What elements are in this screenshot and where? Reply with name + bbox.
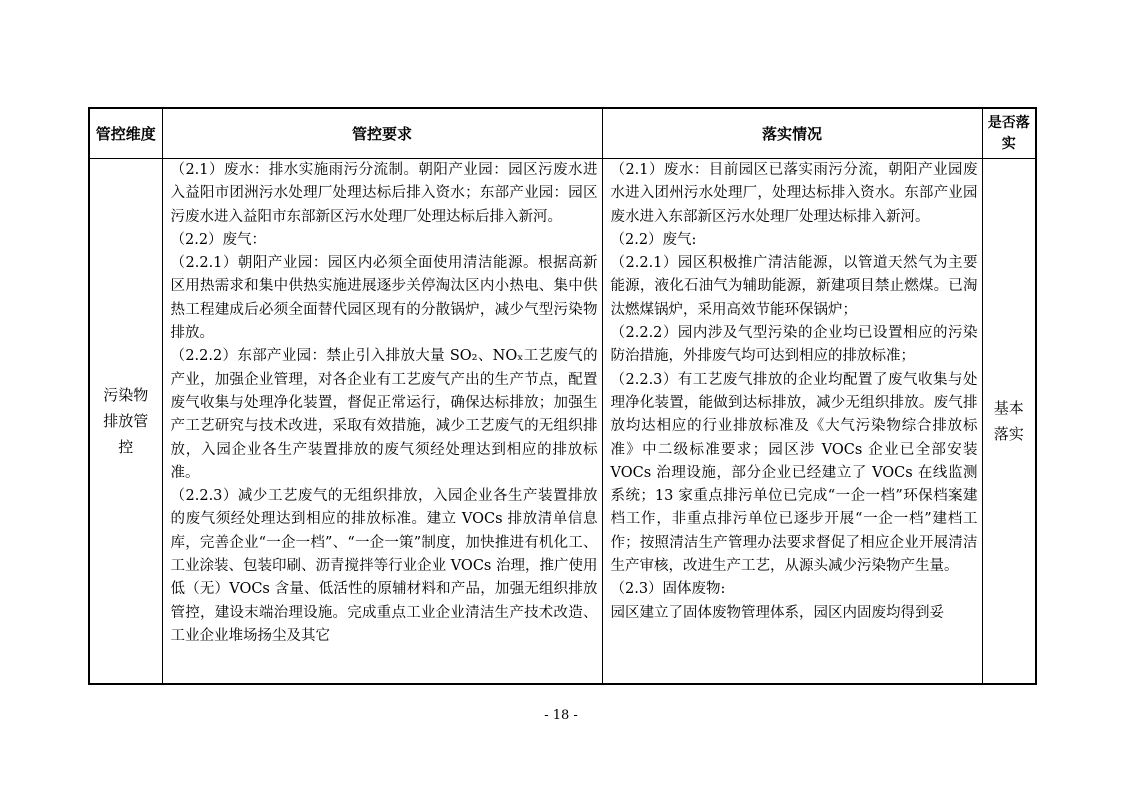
implementation-paragraph: （2.2）废气:	[610, 231, 697, 248]
requirement-paragraph: （2.2.2）东部产业园：禁止引入排放大量 SO₂、NOₓ工艺废气的产业，加强企业管理，对各企业有工艺废气产出的生产节点，配置废气收集与处理净化装置，督促正常运行，确保达标排放；加强生产工艺研究与技术改进，采取有效措施，减少工艺废气的无组织排放，入园企业各生产装置排放的废气须经处理达到相应的排放标准。	[170, 348, 598, 481]
requirement-paragraph: （2.2.3）减少工艺废气的无组织排放，入园企业各生产装置排放的废气须经处理达到相应的排放标准。建立 VOCs 排放清单信息库，完善企业“一企一档”、“一企一策”制度，加快推进有机化工、工业涂装、包装印刷、沥青搅拌等行业企业 VOCs 治理，推广使用低（无）VOCs 含量、低活性的原辅材料和产品，加强无组织排放管控，建设末端治理设施。完成重点工业企业清洁生产技术改造、工业企业堆场扬尘及其它	[170, 488, 598, 644]
implementation-paragraph: 园区建立了固体废物管理体系，园区内固废均得到妥	[610, 604, 944, 621]
requirement-paragraph: （2.2）废气：	[170, 231, 267, 248]
header-row	[89, 108, 1036, 159]
requirement-cell	[162, 159, 602, 685]
header-status: 是否落实	[982, 108, 1036, 159]
implementation-cell	[602, 159, 982, 685]
control-table	[88, 107, 1037, 685]
requirement-paragraph: （2.2.1）朝阳产业园：园区内必须全面使用清洁能源。根据高新区用热需求和集中供热实施进展逐步关停淘汰区内小热电、集中供热工程建成后必须全面替代园区现有的分散锅炉，减少气型污染物排放。	[170, 255, 598, 342]
header-requirement: 管控要求	[162, 108, 602, 159]
header-dimension: 管控维度	[89, 108, 162, 159]
implementation-text	[603, 159, 982, 683]
implementation-paragraph: （2.3）固体废物:	[610, 581, 726, 598]
requirement-paragraph: （2.1）废水：排水实施雨污分流制。朝阳产业园：园区污废水进入益阳市团洲污水处理厂处理达标后排入资水；东部产业园：园区污废水进入益阳市东部新区污水处理厂处理达标后排入新河。	[170, 162, 598, 225]
implementation-paragraph: （2.2.3）有工艺废气排放的企业均配置了废气收集与处理净化装置，能做到达标排放，减少无组织排放。废气排放均达相应的行业排放标准及《大气污染物综合排放标准》中二级标准要求；园区涉 VOCs 企业已全部安装 VOCs 治理设施，部分企业已经建立了 VOCs 在线监测系统；13 家重点排污单位已完成“一企一档”环保档案建档工作，非重点排污单位已逐步开展“一企一档”建档工作；按照清洁生产管理办法要求督促了相应企业开展清洁生产审核，改进生产工艺，从源头减少污染物产生量。	[610, 371, 978, 575]
implementation-paragraph: （2.2.1）园区积极推广清洁能源，以管道天然气为主要能源，液化石油气为辅助能源，新建项目禁止燃煤。已淘汰燃煤锅炉，采用高效节能环保锅炉；	[610, 255, 978, 318]
implementation-paragraph: （2.2.2）园内涉及气型污染的企业均已设置相应的污染防治措施，外排废气均可达到相应的排放标准；	[610, 325, 978, 365]
dimension-text: 污染物排放管控	[103, 386, 149, 456]
page-number: - 18 -	[544, 708, 578, 723]
requirement-text	[163, 159, 602, 683]
status-cell	[982, 159, 1036, 685]
status-text: 基本落实	[993, 399, 1024, 443]
dimension-cell	[89, 159, 162, 685]
implementation-paragraph: （2.1）废水：目前园区已落实雨污分流，朝阳产业园废水进入团州污水处理厂，处理达标排入资水。东部产业园废水进入东部新区污水处理厂处理达标排入新河。	[610, 162, 978, 225]
header-implementation: 落实情况	[602, 108, 982, 159]
table-row	[89, 159, 1036, 685]
